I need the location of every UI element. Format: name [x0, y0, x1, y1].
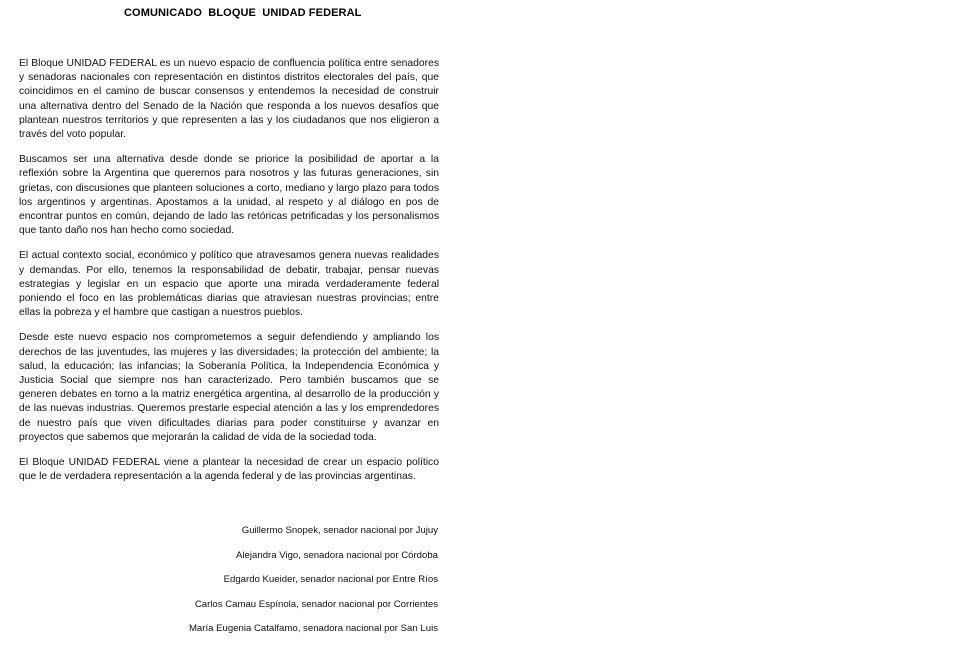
signature-snopek: Guillermo Snopek, senador nacional por Jujuy [241, 525, 438, 536]
document-body [19, 57, 439, 495]
signature-catalfamo: María Eugenia Catalfamo, senadora nacional por San Luis [188, 623, 438, 635]
signature-kueider: Edgardo Kueider, senador nacional por Entre Ríos [223, 574, 438, 586]
signature-espinola: Carlos Camau Espínola, senador nacional por Corrientes [194, 598, 438, 610]
paragraph-4: Desde este nuevo espacio nos comprometemos a seguir defendiendo y ampliando los derechos de las juventudes, las mujeres y las diversidades; la protección del ambiente; la salud, la educación; las infancias; la Soberanía Política, la Independencia Económica y Justicia Social que siempre nos han caracterizado. Pero también buscamos que se generen debates en torno a la matriz energética argentina, al desarrollo de la producción y de las nuevas industrias. Queremos prestarle especial atención a las y los emprendedores de nuestro país que viven dificultades diarias para poder constituirse y avanzar en proyectos que sabemos que mejorarán la calidad de vida de la sociedad toda. [19, 332, 439, 443]
paragraph-5: El Bloque UNIDAD FEDERAL viene a plantear la necesidad de crear un espacio político que le de verdadera representación a la agenda federal y de las provincias argentinas. [19, 457, 439, 483]
paragraph-1: El Bloque UNIDAD FEDERAL es un nuevo espacio de confluencia política entre senadores y senadoras nacionales con representación en distintos distritos electorales del país, que coincidimos en el camino de buscar consensos y entendemos la necesidad de construir una alternativa dentro del Senado de la Nación que responda a los nuevos desafíos que plantean nuestros territorios y que representen a las y los ciudadanos que nos eligieron a través del voto popular. [19, 58, 439, 141]
paragraph-2: Buscamos ser una alternativa desde donde se priorice la posibilidad de aportar a la reflexión sobre la Argentina que queremos para nosotros y las futuras generaciones, sin grietas, con discusiones que planteen soluciones a corto, mediano y largo plazo para todos los argentinos y argentinas. Apostamos a la unidad, al respeto y al diálogo en pos de encontrar puntos en común, dejando de lado las retóricas petrificadas y los personalismos que tanto daño nos han hecho como sociedad. [19, 154, 439, 237]
signature-list [189, 524, 438, 647]
signature-vigo: Alejandra Vigo, senadora nacional por Córdoba [236, 549, 438, 561]
paragraph-3: El actual contexto social, económico y político que atravesamos genera nuevas realidades y demandas. Por ello, tenemos la responsabilidad de debatir, trabajar, pensar nuevas estrategias y legislar en un espacio que aporte una mirada verdaderamente federal poniendo el foco en las problemáticas diarias que atraviesan nuestras provincias; entre ellas la pobreza y el hambre que castigan a nuestros pueblos. [19, 250, 439, 319]
document-title: COMUNICADO BLOQUE UNIDAD FEDERAL [124, 7, 362, 19]
